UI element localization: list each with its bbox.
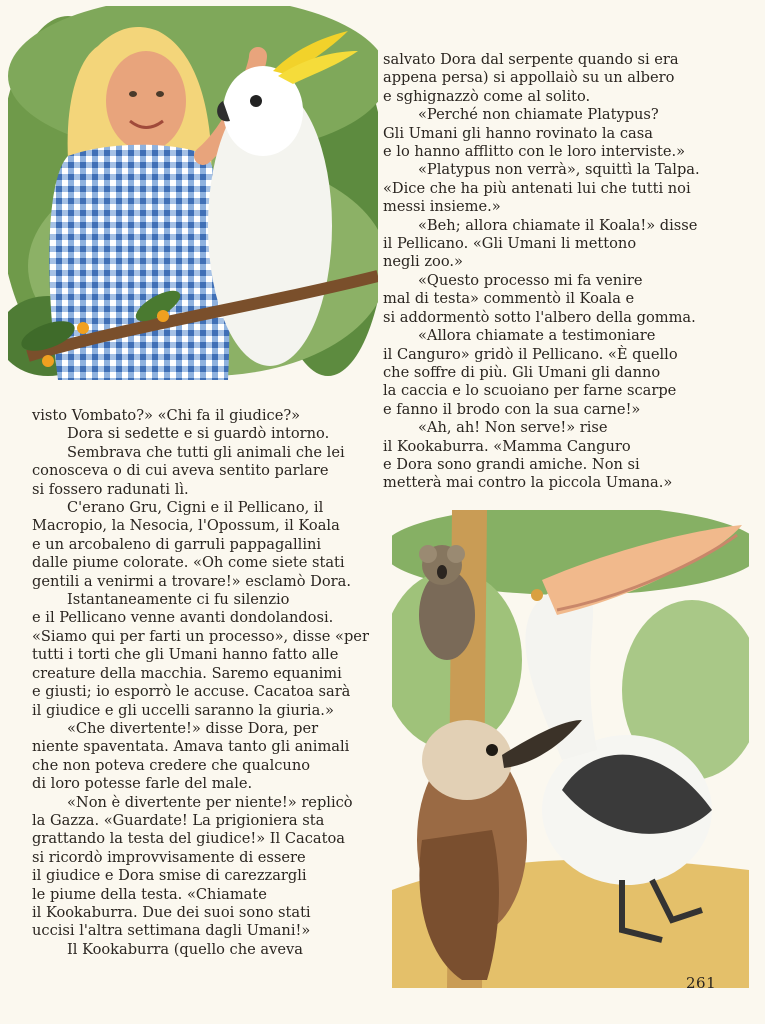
text-line: Macropio, la Nesocia, l'Opossum, il Koala <box>32 517 340 535</box>
text-line: Dora si sedette e si guardò intorno. <box>67 425 330 443</box>
text-line: negli zoo.» <box>383 253 463 271</box>
text-line: che soffre di più. Gli Umani gli danno <box>383 363 661 381</box>
text-line: niente spaventata. Amava tanto gli animali <box>32 738 350 756</box>
text-line: il giudice e Dora smise di carezzargli <box>32 867 307 885</box>
text-line: «Questo processo mi fa venire <box>418 271 643 289</box>
text-column-left <box>32 407 369 959</box>
text-line: il giudice e gli uccelli saranno la giuria.» <box>32 701 334 719</box>
text-line: e un arcobaleno di garruli pappagallini <box>32 535 322 553</box>
text-line: «Siamo qui per farti un processo», disse «per <box>32 627 369 645</box>
text-line: di loro potesse farle del male. <box>32 775 253 793</box>
text-line: il Pellicano. «Gli Umani li mettono <box>383 235 637 253</box>
text-line: «Che divertente!» disse Dora, per <box>67 719 319 737</box>
text-line: «Perché non chiamate Platypus? <box>418 106 659 124</box>
text-line: il Kookaburra. «Mamma Canguro <box>383 437 631 455</box>
text-line: si addormentò sotto l'albero della gomma. <box>383 308 696 326</box>
illustration-pelican-koala-kookaburra <box>392 510 749 988</box>
text-line: uccisi l'altra settimana dagli Umani!» <box>32 922 311 940</box>
text-line: metterà mai contro la piccola Umana.» <box>383 474 673 492</box>
text-line: gentili a venirmi a trovare!» esclamò Dora. <box>32 572 351 590</box>
text-line: il Canguro» gridò il Pellicano. «È quello <box>383 345 678 363</box>
text-line: e sghignazzò come al solito. <box>383 87 591 105</box>
text-line: «Allora chiamate a testimoniare <box>418 327 656 345</box>
text-line: Istantaneamente ci fu silenzio <box>67 591 290 609</box>
text-line: creature della macchia. Saremo equanimi <box>32 664 342 682</box>
text-column-right <box>383 51 700 493</box>
text-line: le piume della testa. «Chiamate <box>32 885 267 903</box>
text-line: messi insieme.» <box>383 198 501 216</box>
text-line: visto Vombato?» «Chi fa il giudice?» <box>32 407 301 424</box>
text-line: e lo hanno afflitto con le loro interviste.» <box>383 143 686 161</box>
text-line: e il Pellicano venne avanti dondolandosi. <box>32 609 334 627</box>
text-line: Il Kookaburra (quello che aveva <box>67 940 303 958</box>
text-line: appena persa) si appollaiò su un albero <box>383 69 675 87</box>
text-line: dalle piume colorate. «Oh come siete stati <box>32 554 345 572</box>
text-line: mal di testa» commentò il Koala e <box>383 290 635 308</box>
text-line: si ricordò improvvisamente di essere <box>32 848 306 866</box>
text-line: e giusti; io esporrò le accuse. Cacatoa sarà <box>32 683 351 701</box>
text-line: e fanno il brodo con la sua carne!» <box>383 400 641 418</box>
text-line: «Platypus non verrà», squittì la Talpa. <box>418 161 700 179</box>
text-line: Sembrava che tutti gli animali che lei <box>67 443 345 461</box>
pelican-koala-kookaburra-drawing <box>392 510 749 988</box>
text-line: «Non è divertente per niente!» replicò <box>67 793 353 811</box>
text-line: «Ah, ah! Non serve!» rise <box>418 419 608 437</box>
text-line: e Dora sono grandi amiche. Non si <box>383 455 640 473</box>
text-line: tutti i torti che gli Umani hanno fatto alle <box>32 646 339 664</box>
text-line: il Kookaburra. Due dei suoi sono stati <box>32 903 311 921</box>
text-line: C'erano Gru, Cigni e il Pellicano, il <box>67 499 324 517</box>
text-line: «Beh; allora chiamate il Koala!» disse <box>418 216 698 234</box>
girl-cockatoo-drawing <box>8 6 378 380</box>
text-line: Gli Umani gli hanno rovinato la casa <box>383 124 653 142</box>
illustration-girl-cockatoo <box>8 6 378 380</box>
page-number: 261 <box>686 974 717 992</box>
text-line: si fossero radunati lì. <box>32 480 189 498</box>
text-line: salvato Dora dal serpente quando si era <box>383 51 679 68</box>
text-line: la caccia e lo scuoiano per farne scarpe <box>383 382 677 400</box>
text-line: «Dice che ha più antenati lui che tutti noi <box>383 179 691 197</box>
text-line: grattando la testa del giudice!» Il Cacatoa <box>32 830 345 848</box>
text-line: conosceva o di cui aveva sentito parlare <box>32 462 329 480</box>
text-line: la Gazza. «Guardate! La prigioniera sta <box>32 811 325 829</box>
text-line: che non poteva credere che qualcuno <box>32 756 311 774</box>
